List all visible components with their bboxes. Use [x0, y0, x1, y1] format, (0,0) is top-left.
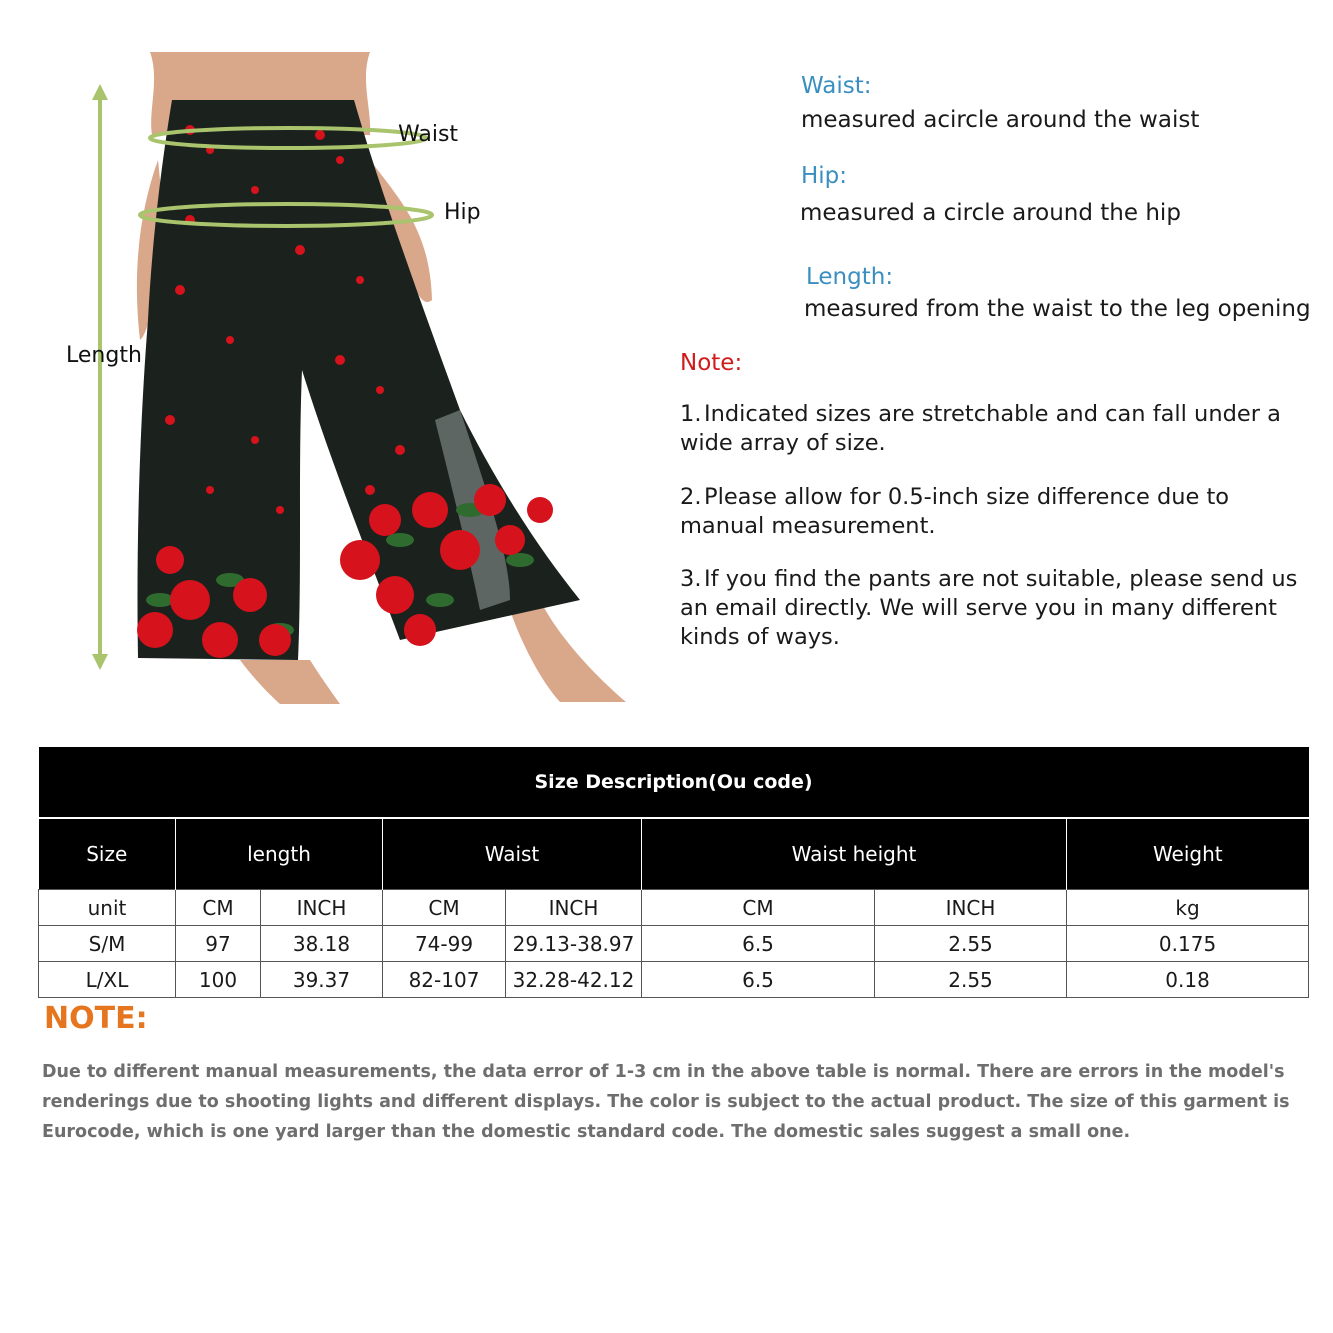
header-waist-height: Waist height: [642, 818, 1067, 890]
table-cell: 0.18: [1067, 962, 1309, 998]
table-cell: 38.18: [261, 926, 383, 962]
table-row: [39, 890, 1309, 926]
table-cell: 39.37: [261, 962, 383, 998]
header-size: Size: [39, 818, 176, 890]
table-cell: CM: [176, 890, 261, 926]
table-cell: L/XL: [39, 962, 176, 998]
table-cell: CM: [383, 890, 506, 926]
length-definition-title: Length:: [806, 264, 894, 290]
table-cell: INCH: [261, 890, 383, 926]
table-row: [39, 926, 1309, 962]
hip-label: Hip: [444, 200, 481, 225]
header-waist: Waist: [383, 818, 642, 890]
table-cell: 82-107: [383, 962, 506, 998]
hip-definition-text: measured a circle around the hip: [800, 200, 1181, 226]
length-definition-text: measured from the waist to the leg opening: [804, 296, 1311, 322]
bottom-note-text: Due to different manual measurements, the data error of 1-3 cm in the above table is normal. There are errors in the model's renderings due to shooting lights and different displays. The color is subject to the actual product. The size of this garment is Eurocode, which is one yard larger than the domestic standard code. The domestic sales suggest a small one.: [42, 1062, 1290, 1142]
table-cell: unit: [39, 890, 176, 926]
note-text: Indicated sizes are stretchable and can fall under a wide array of size.: [680, 401, 1281, 456]
size-table: [38, 747, 1309, 998]
table-cell: INCH: [875, 890, 1067, 926]
note-number: 2.: [680, 484, 702, 510]
note-number: 3.: [680, 566, 702, 592]
table-cell: 2.55: [875, 926, 1067, 962]
table-row: [39, 962, 1309, 998]
note-title: Note:: [680, 350, 743, 376]
table-cell: kg: [1067, 890, 1309, 926]
table-cell: 2.55: [875, 962, 1067, 998]
note-text: Please allow for 0.5-inch size difference due to manual measurement.: [680, 484, 1230, 539]
table-cell: 100: [176, 962, 261, 998]
hip-definition-title: Hip:: [801, 163, 848, 189]
table-title: Size Description(Ou code): [39, 747, 1309, 818]
table-cell: 32.28-42.12: [506, 962, 642, 998]
table-cell: 29.13-38.97: [506, 926, 642, 962]
table-cell: CM: [642, 890, 875, 926]
pants-illustration: [40, 40, 640, 710]
note-number: 1.: [680, 401, 702, 427]
bottom-note-title: NOTE:: [44, 1001, 148, 1036]
table-cell: 97: [176, 926, 261, 962]
table-cell: 6.5: [642, 962, 875, 998]
waist-definition-title: Waist:: [801, 73, 872, 99]
waist-definition-text: measured acircle around the waist: [801, 107, 1200, 133]
product-figure: [40, 40, 640, 710]
length-label: Length: [66, 343, 142, 368]
note-item: [680, 400, 1305, 458]
header-length: length: [176, 818, 383, 890]
table-cell: 6.5: [642, 926, 875, 962]
note-item: [680, 565, 1305, 652]
table-header-row: [39, 818, 1309, 890]
note-text: If you find the pants are not suitable, please send us an email directly. We will serve you in many different kinds of ways.: [680, 566, 1298, 650]
table-cell: INCH: [506, 890, 642, 926]
table-title-row: [39, 747, 1309, 818]
header-weight: Weight: [1067, 818, 1309, 890]
table-cell: S/M: [39, 926, 176, 962]
waist-label: Waist: [398, 122, 459, 147]
note-item: [680, 483, 1305, 541]
table-cell: 0.175: [1067, 926, 1309, 962]
table-cell: 74-99: [383, 926, 506, 962]
